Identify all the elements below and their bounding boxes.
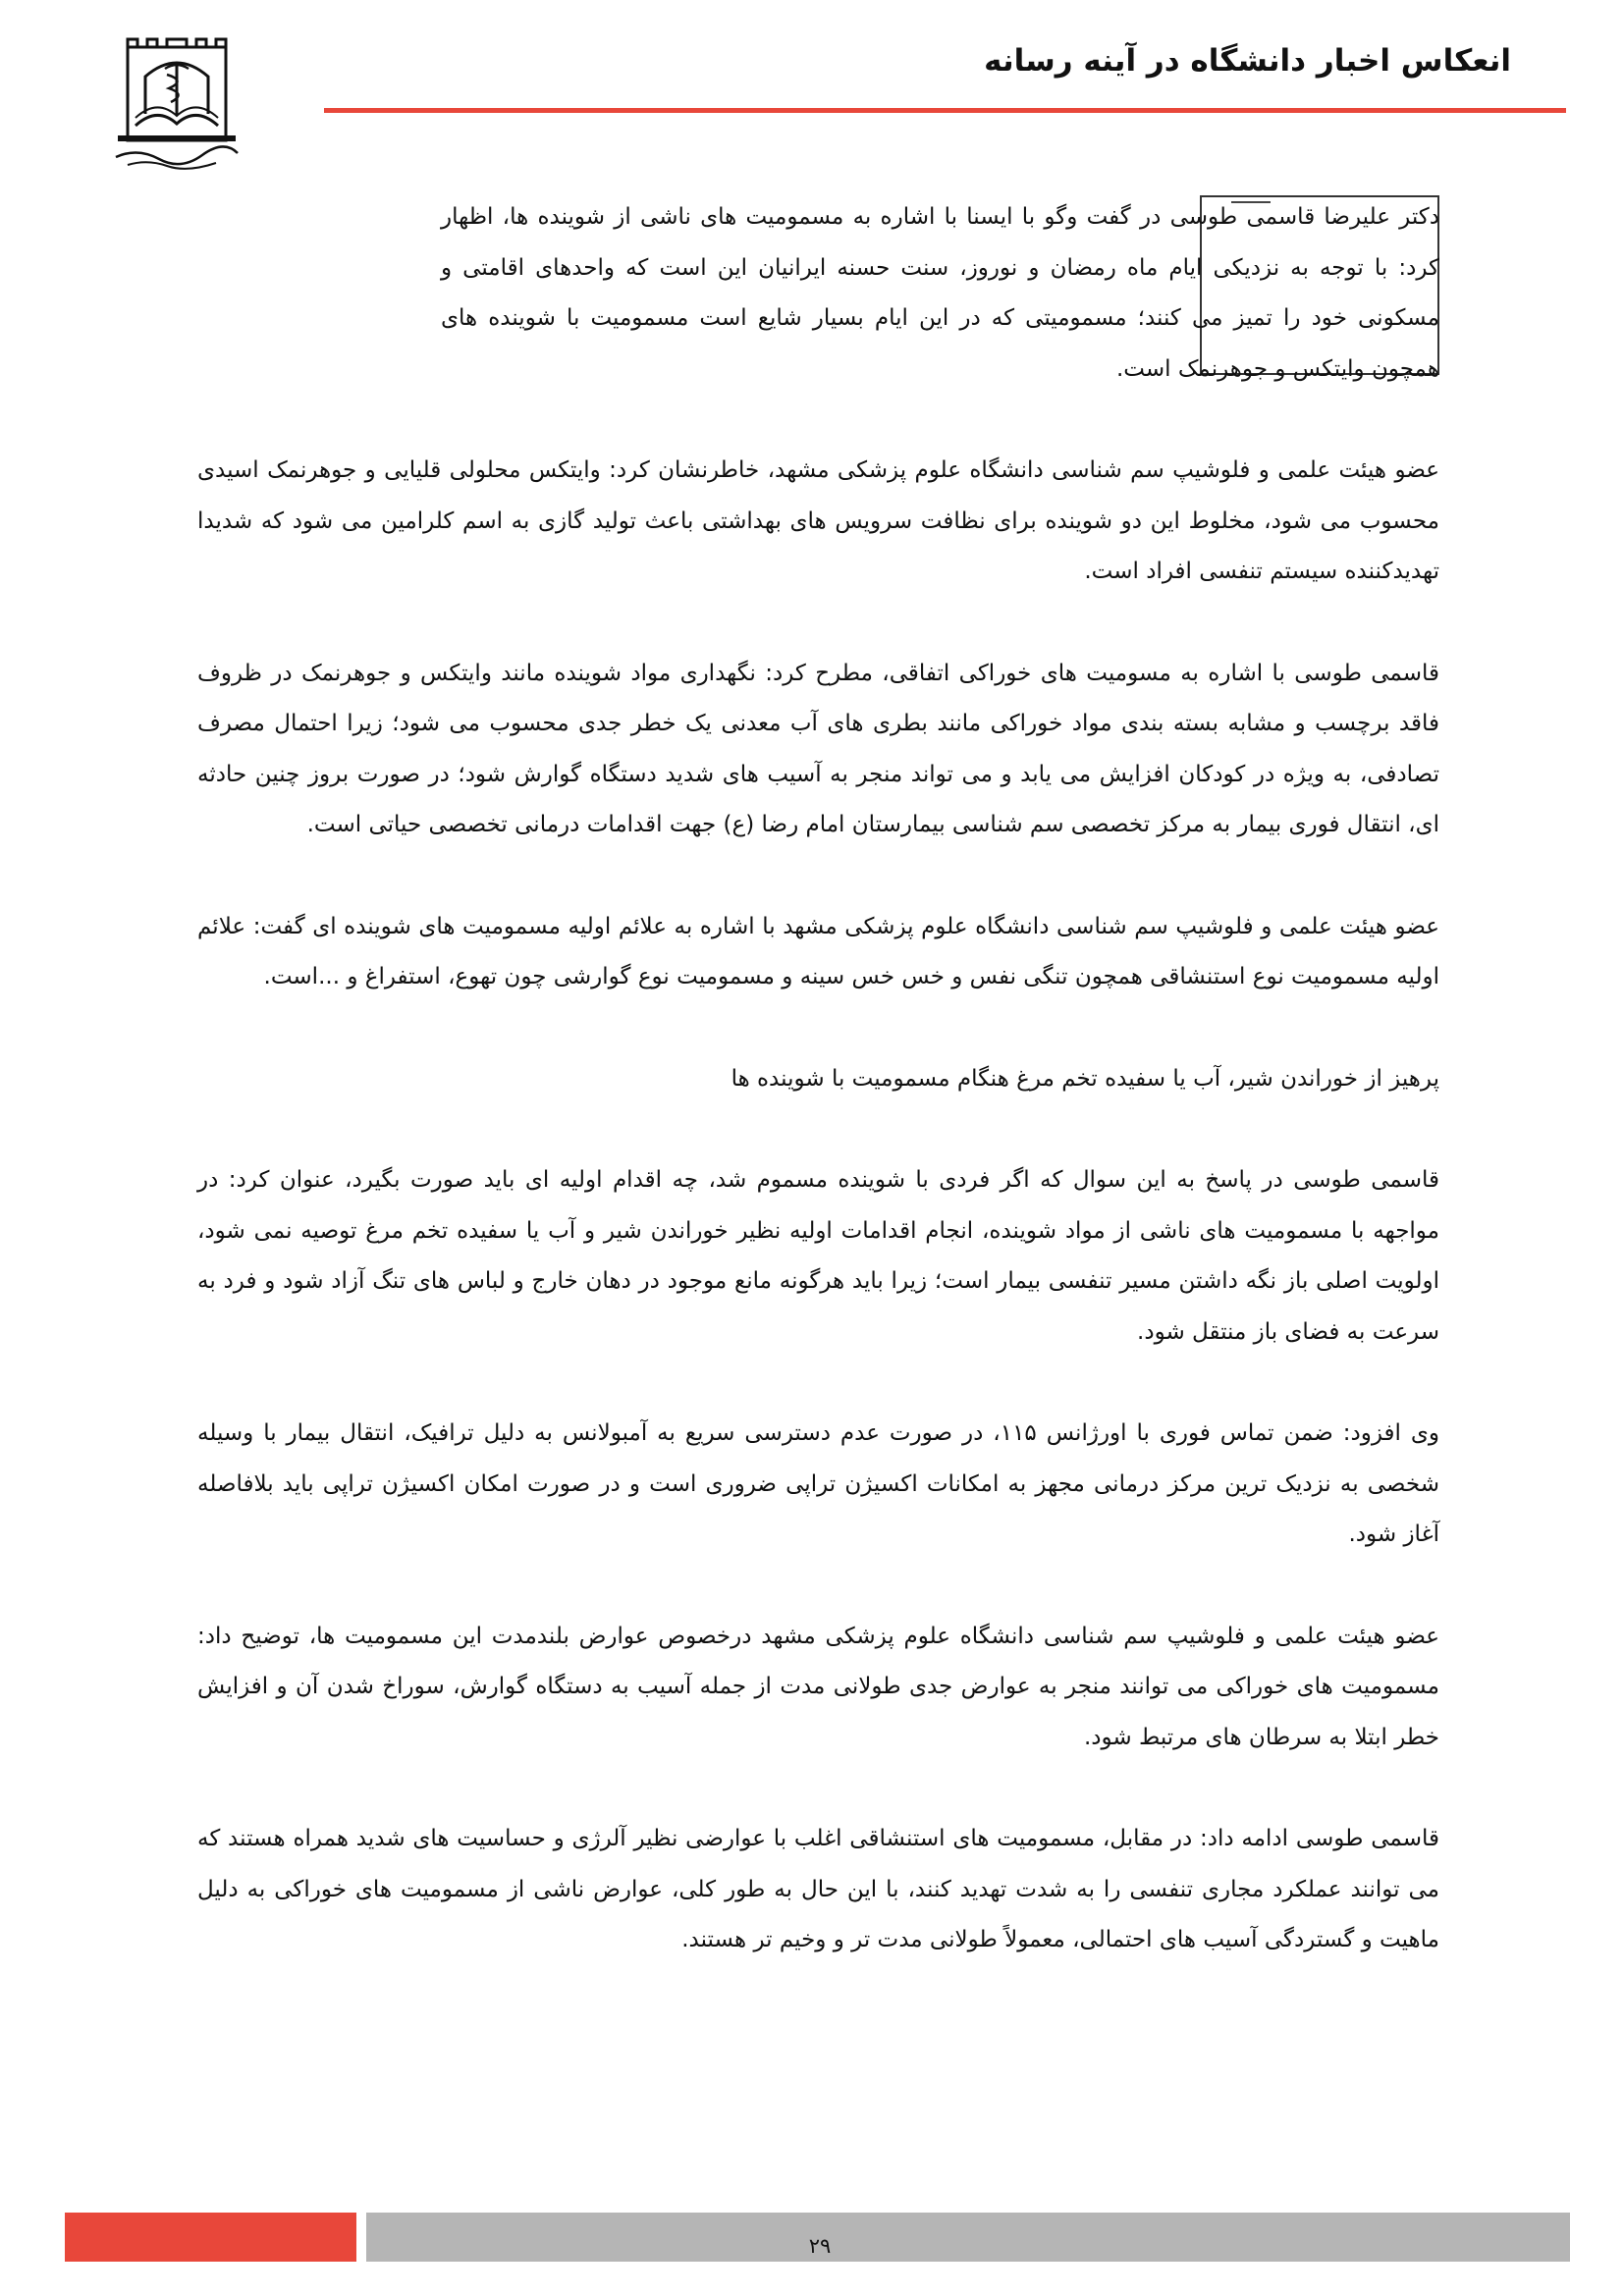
page-number: ۲۹ <box>808 2234 832 2258</box>
header-divider <box>324 108 1566 113</box>
article-paragraph: دکتر علیرضا قاسمی طوسی در گفت وگو با ایسنا با اشاره به مسمومیت های ناشی از شوینده ها، اظهار کرد: با توجه به نزدیکی ایام ماه رمضان و نوروز، سنت حسنه ایرانیان این است که واحدهای اقامتی و مسکونی خود را تمیز می کنند؛ مسمومیتی که در این ایام بسیار شایع است مسمومیت با شوینده های همچون وایتکس و جوهرنمک است. <box>441 204 1439 382</box>
article-paragraph: عضو هیئت علمی و فلوشیپ سم شناسی دانشگاه علوم پزشکی مشهد با اشاره به علائم اولیه مسمومیت های شوینده ای گفت: علائم اولیه مسمومیت نوع استنشاقی همچون تنگی نفس و خس خس سینه و مسمومیت نوع گوارشی چون تهوع، استفراغ و ...است. <box>197 913 1439 989</box>
article-paragraph: قاسمی طوسی در پاسخ به این سوال که اگر فردی با شوینده مسموم شد، چه اقدام اولیه ای باید صورت بگیرد، عنوان کرد: در مواجهه با مسمومیت های ناشی از مواد شوینده، انجام اقدامات اولیه نظیر خوراندن شیر و آب یا سفیده تخم مرغ توصیه نمی شود، اولویت اصلی باز نگه داشتن مسیر تنفسی بیمار است؛ زیرا باید هرگونه مانع موجود در دهان خارج و لباس های تنگ آزاد شود و فرد به سرعت به فضای باز منتقل شود. <box>197 1167 1439 1345</box>
article-subheading: پرهیز از خوراندن شیر، آب یا سفیده تخم مرغ هنگام مسمومیت با شوینده ها <box>731 1065 1439 1092</box>
article-paragraph: وی افزود: ضمن تماس فوری با اورژانس ۱۱۵، در صورت عدم دسترسی سریع به آمبولانس به دلیل ترافیک، انتقال بیمار با وسیله شخصی به نزدیک ترین مرکز درمانی مجهز به امکانات اکسیژن تراپی ضروری است و در صورت امکان اکسیژن تراپی باید بلافاصله آغاز شود. <box>197 1420 1439 1547</box>
footer-accent-bar <box>65 2213 356 2262</box>
article-body <box>197 192 1439 2017</box>
university-logo <box>108 37 245 170</box>
article-paragraph: قاسمی طوسی ادامه داد: در مقابل، مسمومیت های استنشاقی اغلب با عوارضی نظیر آلرژی و حساسیت های شدید همراه هستند که می توانند عملکرد مجاری تنفسی را به شدت تهدید کنند، با این حال به طور کلی، عوارض ناشی از مسمومیت های خوراکی به دلیل ماهیت و گستردگی آسیب های احتمالی، معمولاً طولانی مدت تر و وخیم تر هستند. <box>197 1826 1439 1952</box>
university-emblem-icon <box>108 37 245 170</box>
article-paragraph: قاسمی طوسی با اشاره به مسومیت های خوراکی اتفاقی، مطرح کرد: نگهداری مواد شوینده مانند وایتکس و جوهرنمک در ظروف فاقد برچسب و مشابه بسته بندی مواد خوراکی مانند بطری های آب معدنی یک خطر جدی محسوب می شود؛ زیرا احتمال مصرف تصادفی، به ویژه در کودکان افزایش می یابد و می تواند منجر به آسیب های شدید دستگاه گوارش شود؛ در صورت بروز چنین حادثه ای، انتقال فوری بیمار به مرکز تخصصی سم شناسی بیمارستان امام رضا (ع) جهت اقدامات درمانی تخصصی حیاتی است. <box>197 660 1439 837</box>
footer-bar <box>366 2213 1570 2262</box>
article-paragraph: عضو هیئت علمی و فلوشیپ سم شناسی دانشگاه علوم پزشکی مشهد، خاطرنشان کرد: وایتکس محلولی قلیایی و جوهرنمک اسیدی محسوب می شود، مخلوط این دو شوینده برای نظافت سرویس های بهداشتی باعث تولید گازی به اسم کلرامین می شود که شدیدا تهدیدکننده سیستم تنفسی افراد است. <box>197 457 1439 584</box>
page-title: انعکاس اخبار دانشگاه در آینه رسانه <box>984 43 1511 79</box>
article-paragraph: عضو هیئت علمی و فلوشیپ سم شناسی دانشگاه علوم پزشکی مشهد درخصوص عوارض بلندمدت این مسمومیت ها، توضیح داد: مسمومیت های خوراکی می توانند منجر به عوارض جدی طولانی مدت از جمله آسیب به دستگاه گوارش، سوراخ شدن آن و افزایش خطر ابتلا به سرطان های مرتبط شود. <box>197 1623 1439 1750</box>
